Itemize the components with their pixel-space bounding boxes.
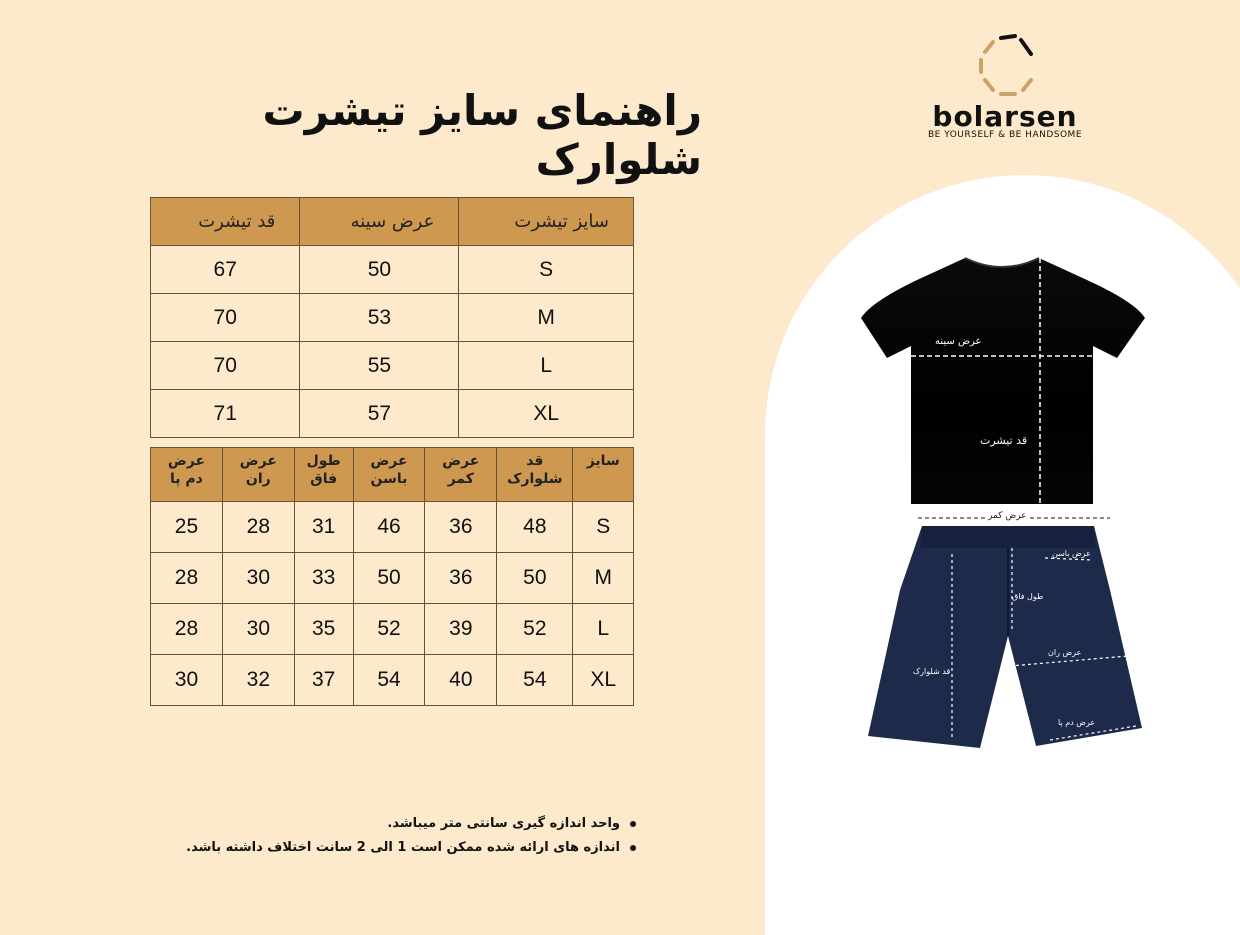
rise-label: طول فاق — [1012, 592, 1044, 601]
table-cell: 50 — [353, 553, 425, 604]
header-hip-width: عرض باسن — [353, 448, 425, 502]
table-cell: 25 — [151, 502, 223, 553]
header-rise-length: طول فاق — [294, 448, 353, 502]
table-row — [151, 246, 634, 294]
waist-label: عرض کمر — [985, 511, 1030, 521]
table-cell: 54 — [353, 655, 425, 706]
table-cell: 37 — [294, 655, 353, 706]
table-row — [151, 604, 634, 655]
table-cell: 52 — [497, 604, 573, 655]
table-cell: 71 — [151, 390, 300, 438]
tshirt-size-table — [150, 197, 634, 438]
note-item: واحد اندازه گیری سانتی متر میباشد. — [170, 812, 640, 836]
table-cell: 28 — [151, 553, 223, 604]
table-cell: 36 — [425, 502, 497, 553]
shorts-length-label: قد شلوارک — [913, 667, 951, 676]
table-row — [151, 294, 634, 342]
table-cell: 28 — [222, 502, 294, 553]
logo-ring-icon — [905, 30, 1105, 100]
table-cell: 32 — [222, 655, 294, 706]
table-header-row — [151, 198, 634, 246]
table-cell: 31 — [294, 502, 353, 553]
thigh-label: عرض ران — [1048, 648, 1082, 657]
table-cell: 52 — [353, 604, 425, 655]
table-cell: L — [459, 342, 634, 390]
table-cell: 40 — [425, 655, 497, 706]
table-cell: 57 — [300, 390, 459, 438]
header-shorts-length: قد شلوارک — [497, 448, 573, 502]
table-cell: 30 — [151, 655, 223, 706]
header-thigh-width: عرض ران — [222, 448, 294, 502]
table-row — [151, 342, 634, 390]
table-cell: 39 — [425, 604, 497, 655]
table-cell: XL — [573, 655, 634, 706]
header-hem-width: عرض دم پا — [151, 448, 223, 502]
logo-wordmark: bolarsen — [932, 100, 1078, 133]
table-cell: 33 — [294, 553, 353, 604]
header-shorts-size: سایز — [573, 448, 634, 502]
table-cell: 70 — [151, 342, 300, 390]
table-header-row — [151, 448, 634, 502]
brand-logo — [905, 30, 1105, 150]
table-cell: XL — [459, 390, 634, 438]
measurement-notes — [170, 812, 640, 860]
table-cell: 36 — [425, 553, 497, 604]
tshirt-shape — [861, 258, 1145, 504]
table-cell: 28 — [151, 604, 223, 655]
shirt-length-label: قد تیشرت — [980, 434, 1028, 447]
hip-label: عرض باسن — [1052, 549, 1091, 558]
table-cell: 55 — [300, 342, 459, 390]
table-cell: S — [573, 502, 634, 553]
table-cell: 54 — [497, 655, 573, 706]
table-cell: 67 — [151, 246, 300, 294]
shorts-diagram — [860, 510, 1150, 760]
table-row — [151, 390, 634, 438]
table-cell: 30 — [222, 604, 294, 655]
note-item: اندازه های ارائه شده ممکن است 1 الی 2 سانت اختلاف داشته باشد. — [170, 836, 640, 860]
table-cell: 70 — [151, 294, 300, 342]
table-cell: 48 — [497, 502, 573, 553]
tshirt-diagram — [855, 250, 1150, 510]
page-title: راهنمای سایز تیشرت شلوارک — [262, 86, 702, 184]
table-cell: 35 — [294, 604, 353, 655]
shorts-shape — [868, 526, 1142, 748]
chest-label: عرض سینه — [935, 336, 982, 347]
header-shirt-size: سایز تیشرت — [459, 198, 634, 246]
table-cell: 46 — [353, 502, 425, 553]
table-row — [151, 502, 634, 553]
table-cell: L — [573, 604, 634, 655]
table-cell: 53 — [300, 294, 459, 342]
header-shirt-length: قد تیشرت — [151, 198, 300, 246]
hem-label: عرض دم پا — [1058, 718, 1096, 727]
shorts-size-table — [150, 447, 634, 706]
table-row — [151, 655, 634, 706]
header-chest-width: عرض سینه — [300, 198, 459, 246]
table-cell: M — [459, 294, 634, 342]
table-cell: S — [459, 246, 634, 294]
logo-tagline: BE YOURSELF & BE HANDSOME — [927, 130, 1083, 140]
table-cell: 50 — [300, 246, 459, 294]
table-cell: 50 — [497, 553, 573, 604]
header-waist-width: عرض کمر — [425, 448, 497, 502]
table-row — [151, 553, 634, 604]
table-cell: M — [573, 553, 634, 604]
table-cell: 30 — [222, 553, 294, 604]
